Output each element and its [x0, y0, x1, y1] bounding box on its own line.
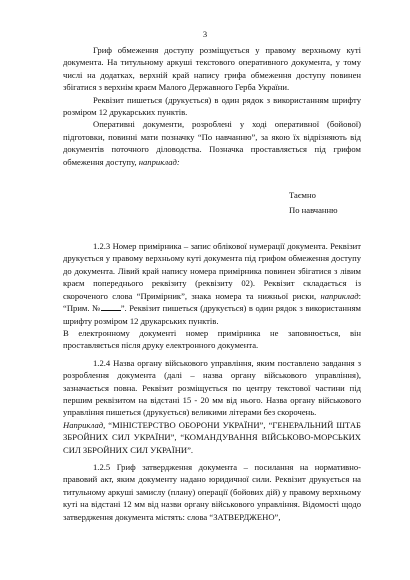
stamp-secret: Таємно — [289, 190, 316, 201]
copy-number-text-end: ”. Реквізит пишеться (друкується) в один рядок з використанням шрифту розміром 12 друкарських пунктів. — [63, 303, 361, 326]
paragraph-authority-examples — [63, 419, 361, 456]
paragraph-training-mark — [63, 118, 361, 168]
paragraph-restriction-stamp: Гриф обмеження доступу розміщується у правому верхньому куті документа. На титульному аркуші текстового оперативного документа, у тому числі на додатках, верхній край напису грифа обмеження доступу повинен збігатися з верхнім краєм Малого Державного Герба України. — [63, 45, 361, 93]
example-word: наприклад — [320, 290, 359, 301]
document-body — [63, 44, 361, 523]
example-word: наприклад: — [138, 156, 180, 167]
blank-underline — [101, 302, 121, 311]
page-number: 3 — [202, 29, 208, 39]
paragraph-copy-number — [63, 240, 361, 327]
paragraph-electronic-copy: В електронному документі номер примірника не заповнюється, він проставляється після друку електронного документа. — [63, 327, 361, 351]
paragraph-restriction-font: Реквізит пишеться (друкується) в один рядок з використанням шрифту розміром 12 друкарських пунктів. — [63, 94, 361, 118]
copy-number-example: : “Прим. № — [63, 290, 361, 314]
copy-number-text: 1.2.3 Номер примірника – запис облікової нумерації документа. Реквізит друкується у правому верхньому куті документа під грифом обмеження доступу до документа. Лівий край напису номера примірника повинен збігатися з лівим краєм попереднього реквізиту (реквізиту 02). Реквізит складається із скороченого слова “Примірник”, знака номера та нижньої риски, — [63, 241, 361, 301]
restriction-stamp-example — [289, 188, 361, 218]
stamp-training: По навчанню — [289, 205, 338, 216]
paragraph-approval-stamp: 1.2.5 Гриф затвердження документа – посилання на нормативно-правовий акт, яким документу надано юридичної сили. Реквізит друкується на титульному аркуші замислу (плану) операції (бойових дій) у правому верхньому куті на відстані 12 мм від назви органу військового управління. Відомості щодо затвердження документа містять: слова “ЗАТВЕРДЖЕНО”, — [63, 461, 361, 522]
authority-examples-text: “МІНІСТЕРСТВО ОБОРОНИ УКРАЇНИ”, “ГЕНЕРАЛЬНИЙ ШТАБ ЗБРОЙНИХ СИЛ УКРАЇНИ”, “КОМАНДУВАННЯ ВІЙСЬКОВО-МОРСЬКИХ СИЛ ЗБРОЙНИХ СИЛ УКРАЇНИ”. — [63, 419, 361, 455]
paragraph-training-mark-text: Оперативні документи, розроблені у ході оперативної (бойової) підготовки, повинні мати позначку “По навчанню”, за якою їх відрізняють від документів поточного діловодства. Позначка проставляється під грифом обмеження доступу, — [63, 119, 361, 167]
example-word: Наприклад, — [63, 419, 106, 430]
paragraph-authority-name: 1.2.4 Назва органу військового управління, яким поставлено завдання з розроблення документа (далі – назва органу військового управління), зазначається повна. Реквізит розміщується по центру текстової частини під першим реквізитом на відстані 15 - 20 мм від нього. Назва органу військового управління пишеться (друкується) великими літерами без скорочень. — [63, 357, 361, 418]
